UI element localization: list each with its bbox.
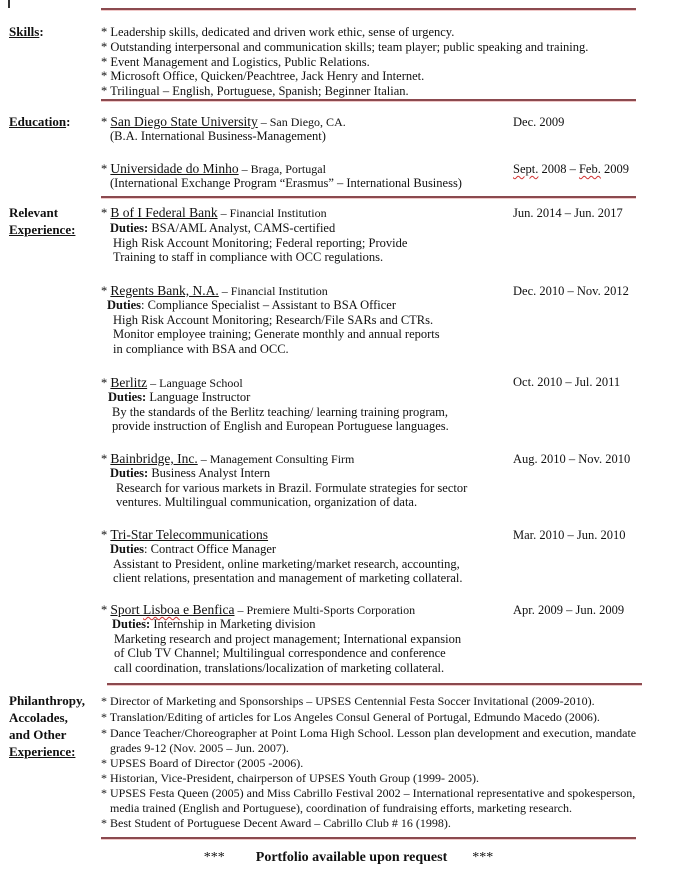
philanthropy-heading-line: and Other — [9, 727, 67, 742]
employer-name: Tri-Star Telecommunications — [110, 527, 269, 542]
philanthropy-item: * Director of Marketing and Sponsorships – UPSES Centennial Festa Soccer Invitational (2009-2010). — [101, 694, 595, 708]
education-entry-title — [101, 161, 326, 177]
experience-entry-date: Mar. 2010 – Jun. 2010 — [513, 528, 626, 542]
philanthropy-heading-line: Accolades, — [9, 710, 68, 725]
experience-entry-date: Apr. 2009 – Jun. 2009 — [513, 603, 625, 617]
school-name: San Diego State University — [110, 114, 258, 129]
experience-entry-title — [101, 283, 328, 299]
skills-heading — [9, 24, 44, 41]
duties-text: : Contract Office Manager — [144, 542, 277, 556]
experience-entry-title — [101, 451, 354, 467]
employer-name-part: e Benfica — [179, 602, 235, 617]
duties-text: Internship in Marketing division — [150, 617, 316, 631]
experience-entry-title — [101, 602, 415, 618]
experience-entry-title — [101, 205, 327, 221]
experience-line: ventures. Multilingual communication, organization of data. — [116, 495, 418, 509]
employer-name — [110, 602, 234, 617]
divider-skills — [101, 99, 636, 102]
employer-name: B of I Federal Bank — [110, 205, 218, 220]
experience-line: client relations, presentation and management of marketing collateral. — [113, 571, 463, 585]
experience-line: in compliance with BSA and OCC. — [113, 342, 289, 356]
skills-heading-colon: : — [39, 24, 44, 39]
experience-duties — [108, 390, 250, 405]
experience-heading-line2: Experience: — [9, 221, 76, 237]
employer-name: Bainbridge, Inc. — [110, 451, 198, 466]
divider-experience — [107, 683, 642, 686]
portfolio-footer — [0, 849, 697, 867]
duties-label: Duties — [107, 298, 142, 312]
experience-line: call coordination, translations/localization of marketing collateral. — [114, 661, 445, 675]
philanthropy-item-continued: grades 9-12 (Nov. 2005 – Jun. 2007). — [110, 741, 289, 755]
education-heading-text: Education — [9, 114, 67, 129]
school-location: – San Diego, CA. — [257, 115, 346, 129]
duties-label: Duties — [110, 542, 145, 556]
footer-text: Portfolio available upon request — [255, 850, 448, 865]
divider-philanthropy — [101, 837, 636, 840]
skills-item: * Outstanding interpersonal and communication skills; team player; public speaking and training. — [101, 40, 589, 54]
duties-label: Duties: — [112, 617, 151, 631]
duties-text: BSA/AML Analyst, CAMS-certified — [148, 221, 336, 235]
school-name: Universidade do Minho — [110, 161, 239, 176]
bullet: * — [101, 162, 111, 176]
employer-name-part: Lisboa — [143, 602, 180, 617]
experience-heading — [9, 205, 75, 238]
skills-item: * Microsoft Office, Quicken/Peachtree, Jack Henry and Internet. — [101, 69, 425, 83]
skills-item: * Leadership skills, dedicated and driven work ethic, sense of urgency. — [101, 25, 455, 39]
footer-stars-right: *** — [472, 850, 494, 865]
experience-line: High Risk Account Monitoring; Federal reporting; Provide — [113, 236, 408, 250]
skills-item: * Event Management and Logistics, Public Relations. — [101, 55, 370, 69]
duties-label: Duties: — [108, 390, 147, 404]
employer-type: – Financial Institution — [218, 284, 328, 298]
employer-type: – Management Consulting Firm — [197, 452, 355, 466]
bullet: * — [101, 115, 111, 129]
experience-line: of Club TV Channel; Multilingual correspondence and conference — [114, 646, 446, 660]
experience-line: High Risk Account Monitoring; Research/File SARs and CTRs. — [113, 313, 434, 327]
date-start-month: Sept. — [513, 162, 539, 176]
employer-name-part: Sport — [110, 602, 144, 617]
bullet: * — [101, 376, 111, 390]
experience-line: Monitor employee training; Generate monthly and annual reports — [113, 327, 440, 341]
experience-heading-line1: Relevant — [9, 205, 59, 220]
bullet: * — [101, 452, 111, 466]
duties-text: Business Analyst Intern — [148, 466, 271, 480]
experience-line: By the standards of the Berlitz teaching/ learning training program, — [112, 405, 449, 419]
philanthropy-item: * Translation/Editing of articles for Los Angeles Consul General of Portugal, Edmundo Macedo (2006). — [101, 710, 600, 724]
experience-entry-date: Aug. 2010 – Nov. 2010 — [513, 452, 631, 466]
philanthropy-heading-line: Experience: — [9, 744, 76, 759]
footer-stars-left: *** — [203, 850, 225, 865]
experience-duties — [110, 221, 335, 236]
philanthropy-item: * UPSES Festa Queen (2005) and Miss Cabrillo Festival 2002 – International representative and spokesperson, — [101, 786, 636, 800]
skills-item: * Trilingual – English, Portuguese, Spanish; Beginner Italian. — [101, 84, 409, 98]
experience-entry-date: Oct. 2010 – Jul. 2011 — [513, 375, 621, 389]
duties-label: Duties: — [110, 466, 149, 480]
experience-line: provide instruction of English and European Portuguese languages. — [112, 419, 449, 433]
philanthropy-heading-line: Philanthropy, — [9, 693, 85, 708]
experience-entry-title — [101, 375, 243, 391]
bullet: * — [101, 284, 111, 298]
education-heading-colon: : — [66, 114, 71, 129]
education-entry-date: Dec. 2009 — [513, 115, 565, 129]
text-cursor — [8, 0, 10, 8]
philanthropy-item-continued: media trained (English and Portuguese), coordination of fundraising efforts, marketing research. — [110, 801, 572, 815]
experience-duties — [110, 542, 276, 557]
bullet: * — [101, 206, 111, 220]
philanthropy-item: * Dance Teacher/Choreographer at Point Loma High School. Lesson plan development and execution, mandate — [101, 726, 637, 740]
education-entry-date — [513, 162, 629, 177]
school-location: – Braga, Portugal — [238, 162, 326, 176]
date-end-month: Feb. — [578, 162, 601, 176]
experience-entry-title — [101, 527, 268, 543]
education-entry-detail: (International Exchange Program “Erasmus” – International Business) — [110, 176, 462, 190]
duties-text: Language Instructor — [146, 390, 251, 404]
duties-label: Duties: — [110, 221, 149, 235]
date-end-year: 2009 — [600, 162, 629, 176]
skills-heading-text: Skills — [9, 24, 40, 39]
employer-type: – Financial Institution — [217, 206, 327, 220]
philanthropy-item: * UPSES Board of Director (2005 -2006). — [101, 756, 304, 770]
experience-line: Research for various markets in Brazil. Formulate strategies for sector — [116, 481, 468, 495]
education-entry-detail: (B.A. International Business-Management) — [110, 129, 326, 143]
experience-duties — [110, 466, 270, 481]
education-entry-title — [101, 114, 346, 130]
duties-text: : Compliance Specialist – Assistant to BSA Officer — [141, 298, 396, 312]
experience-duties — [107, 298, 396, 313]
employer-type: – Language School — [147, 376, 243, 390]
divider-education — [101, 196, 636, 199]
philanthropy-heading — [9, 692, 85, 760]
bullet: * — [101, 528, 111, 542]
employer-name: Regents Bank, N.A. — [110, 283, 219, 298]
bullet: * — [101, 603, 111, 617]
experience-line: Training to staff in compliance with OCC regulations. — [113, 250, 384, 264]
experience-line: Assistant to President, online marketing/market research, accounting, — [113, 557, 460, 571]
education-heading — [9, 114, 70, 131]
employer-type: – Premiere Multi-Sports Corporation — [234, 603, 416, 617]
philanthropy-item: * Best Student of Portuguese Decent Award – Cabrillo Club # 16 (1998). — [101, 816, 451, 830]
employer-name: Berlitz — [110, 375, 148, 390]
date-middle: 2008 – — [538, 162, 579, 176]
philanthropy-item: * Historian, Vice-President, chairperson of UPSES Youth Group (1999- 2005). — [101, 771, 480, 785]
experience-entry-date: Jun. 2014 – Jun. 2017 — [513, 206, 623, 220]
experience-line: Marketing research and project management; International expansion — [114, 632, 462, 646]
experience-duties — [112, 617, 315, 632]
divider-top — [101, 8, 636, 11]
experience-entry-date: Dec. 2010 – Nov. 2012 — [513, 284, 629, 298]
